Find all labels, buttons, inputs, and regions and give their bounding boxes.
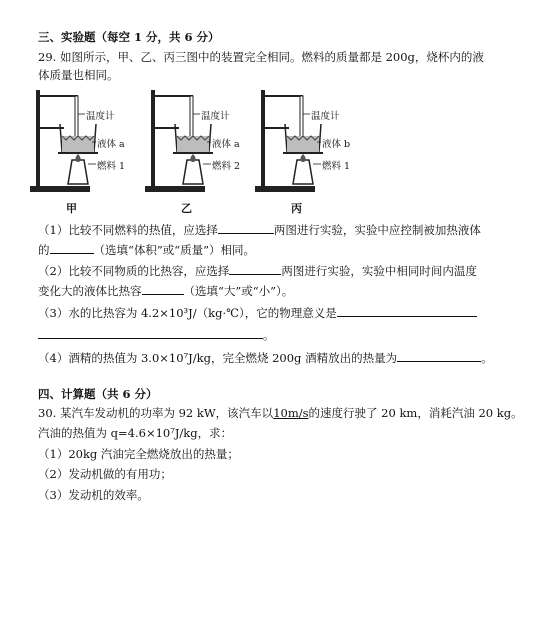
q30-item-2: （2）发动机做的有用功； (38, 467, 172, 481)
caption-yi: 乙 (181, 202, 192, 215)
thermometer-label-bing: 温度计 (311, 111, 340, 122)
answer-blank-7[interactable] (397, 350, 481, 362)
apparatus-jia (30, 90, 98, 192)
q29-part1-text-c: 的 (38, 243, 50, 257)
q29-part4-text: （4）酒精的热值为 3.0×10⁷J/kg，完全燃烧 200g 酒精放出的热量为 (38, 351, 398, 365)
q30-item-3: （3）发动机的效率。 (38, 488, 149, 502)
q29-part3-line1 (38, 305, 477, 320)
answer-blank-2[interactable] (50, 242, 94, 254)
answer-blank-5[interactable] (337, 305, 477, 317)
caption-bing: 丙 (291, 202, 302, 215)
answer-blank-6[interactable] (38, 327, 263, 339)
q29-part1-text-a: （1）比较不同燃料的热值，应选择 (38, 223, 218, 237)
q29-part2-text-a: （2）比较不同物质的比热容，应选择 (38, 264, 230, 278)
section4-heading: 四、计算题（共 6 分） (38, 387, 158, 401)
experiment-figure (30, 86, 360, 216)
fuel-label-yi: 燃料 2 (212, 161, 241, 172)
q29-text-line1: 29. 如图所示，甲、乙、丙三图中的装置完全相同。燃料的质量都是 200g，烧杯内的液 (38, 50, 484, 64)
q29-part3-line2 (38, 327, 275, 342)
q29-part4-end: 。 (481, 351, 493, 365)
liquid-label-yi: 液体 a (212, 139, 240, 150)
thermometer-label-yi: 温度计 (201, 111, 230, 122)
fuel-label-jia: 燃料 1 (97, 161, 126, 172)
liquid-label-jia: 液体 a (97, 139, 125, 150)
q29-part2-text-c: 变化大的液体比热容 (38, 284, 142, 298)
thermometer-label-jia: 温度计 (86, 111, 115, 122)
answer-blank-1[interactable] (218, 222, 274, 234)
q29-part2-text-b: 两图进行实验，实验中相同时间内温度 (281, 264, 477, 278)
q30-line2: 汽油的热值为 q=4.6×10⁷J/kg，求： (38, 426, 233, 440)
q30-text-a: 30. 某汽车发动机的功率为 92 kW，该汽车以 (38, 406, 274, 420)
q30-item-1: （1）20kg 汽油完全燃烧放出的热量； (38, 447, 239, 461)
q29-part4-line (38, 350, 493, 365)
q29-part1-line2 (38, 242, 255, 257)
liquid-label-bing: 液体 b (322, 139, 351, 150)
caption-jia: 甲 (66, 202, 77, 215)
q30-line1 (38, 406, 523, 420)
apparatus-diagram (30, 86, 360, 216)
answer-blank-3[interactable] (229, 263, 281, 275)
q30-speed: 10m/s (273, 406, 309, 420)
q29-part3-end: 。 (263, 328, 275, 342)
apparatus-bing (255, 90, 323, 192)
q29-part1-line1 (38, 222, 481, 237)
q29-part1-text-d: （选填“体积”或“质量”）相同。 (93, 243, 256, 257)
q29-part2-text-d: （选填“大”或“小”）。 (183, 284, 294, 298)
answer-blank-4[interactable] (142, 283, 184, 295)
section3-heading: 三、实验题（每空 1 分，共 6 分） (38, 30, 220, 44)
q29-part1-text-b: 两图进行实验，实验中应控制被加热液体 (273, 223, 481, 237)
q29-part3-text-a: （3）水的比热容为 4.2×10³J/（kg·℃），它的物理意义是 (38, 306, 337, 320)
q29-text-line2: 体质量也相同。 (38, 68, 119, 82)
q29-part2-line1 (38, 263, 477, 278)
fuel-label-bing: 燃料 1 (322, 161, 351, 172)
apparatus-yi (145, 90, 213, 192)
q30-text-b: 的速度行驶了 20 km，消耗汽油 20 kg。 (308, 406, 523, 420)
q29-part2-line2 (38, 283, 293, 298)
